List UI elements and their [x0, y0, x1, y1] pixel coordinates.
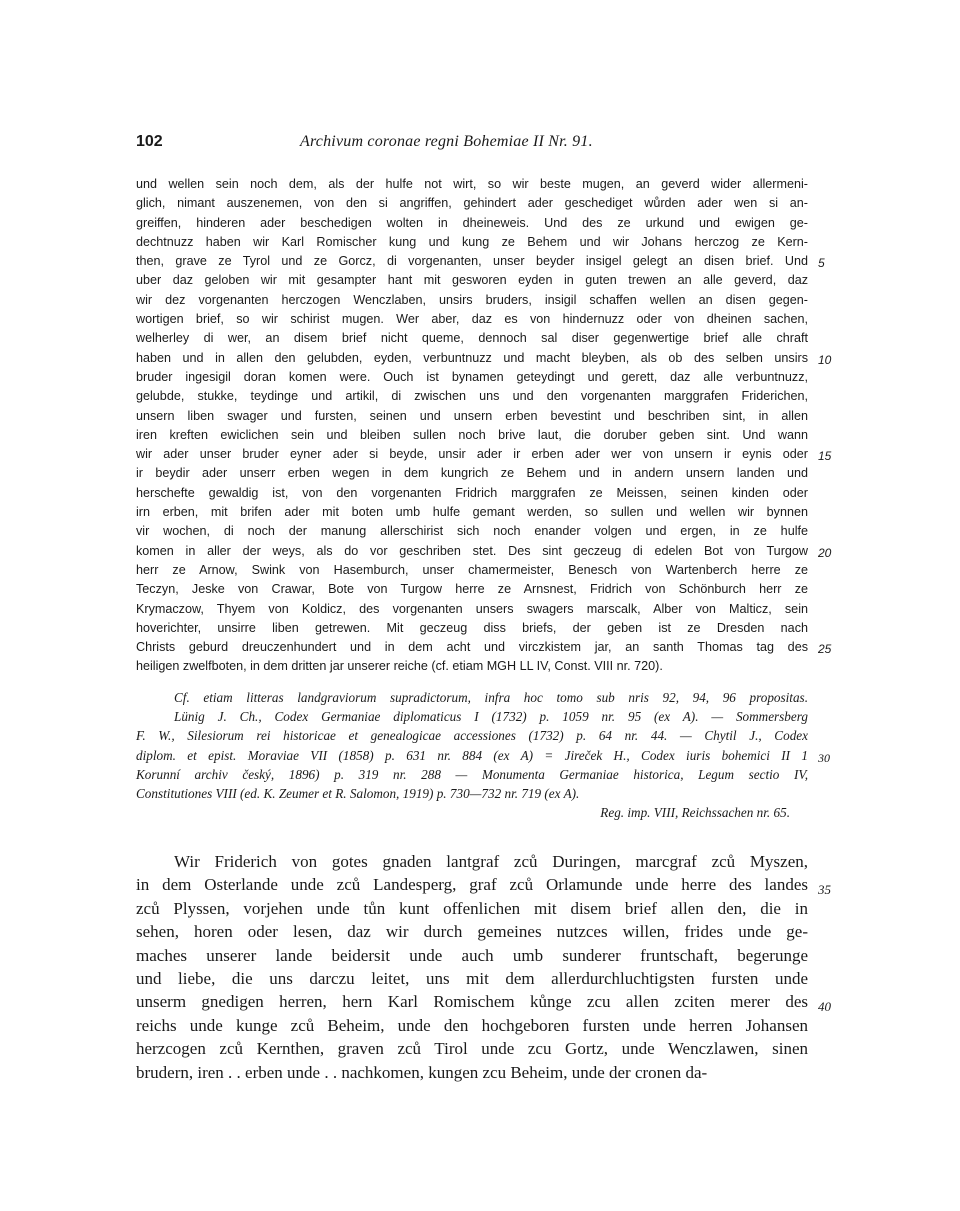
running-title: Archivum coronae regni Bohemiae II Nr. 91. — [300, 133, 593, 150]
text-line — [136, 542, 832, 561]
line-text: und liebe, die uns darczu leitet, uns mit dem allerdurchluchtigsten fursten unde — [136, 969, 808, 989]
line-text: uber daz geloben wir mit gesampter hant mit gesworen eyden in guten trewen an alle geverd, daz — [136, 273, 808, 288]
line-text: Wir Friderich von gotes gnaden lantgraf zců Duringen, marcgraf zců Myszen, — [174, 852, 808, 871]
line-text: Christs geburd dreuczenhundert und in dem acht und virczkistem jar, an santh Thomas tag des — [136, 640, 808, 655]
text-line — [136, 503, 808, 522]
line-text: wortigen brief, so wir schirist mugen. Wer aber, daz es von hindernuzz oder von dheinen sachen, — [136, 312, 808, 327]
text-line — [136, 746, 830, 765]
line-text: Lünig J. Ch., Codex Germaniae diplomaticus I (1732) p. 1059 nr. 95 (ex A). — Sommersberg — [174, 709, 808, 725]
charter-text-block — [136, 175, 832, 677]
line-text: irn erben, mit brifen ader mit boten umb hulfe gemant werden, so sullen und wellen wir bynnen — [136, 505, 808, 520]
line-text: Korunní archiv český, 1896) p. 319 nr. 288 — Monumenta Germaniae historica, Legum sectio IV, — [136, 766, 808, 782]
text-line — [136, 765, 808, 784]
line-text: komen in aller der weys, als do vor geschriben stet. Des sint geczeug di edelen Bot von Turgow — [136, 543, 808, 558]
line-text: then, grave ze Tyrol und ze Gorcz, di vorgenanten, unser beyder insigel gelegt an disen brief. Und — [136, 254, 808, 269]
line-text: Teczyn, Jeske von Crawar, Bote von Turgow herre ze Arnsnest, Fridrich von Schönburch herr ze — [136, 582, 808, 597]
line-number-marker: 35 — [818, 882, 831, 898]
text-line — [136, 1037, 808, 1060]
text-line — [136, 310, 808, 329]
line-text: gelubde, stukke, teydinge und artikil, di zwischen uns und den vorgenanten marggrafen Friderichen, — [136, 389, 808, 404]
line-text: herr ze Arnow, Swink von Hasemburch, unser chamermeister, Benesch von Wartenberch herre ze — [136, 562, 808, 577]
text-line — [136, 580, 808, 599]
line-text: hoverichter, unsirre liben getrewen. Mit geczeug diss briefs, der geben ist ze Dresden nach — [136, 620, 808, 635]
text-line — [136, 897, 808, 920]
page-header — [136, 133, 808, 157]
line-text: ir beydir ader unserr erben wegen in dem kungrich ze Behem und in andern unsern landen und — [136, 466, 808, 481]
text-line — [136, 561, 808, 580]
line-text: F. W., Silesiorum rei historicae et genealogicae accessiones (1732) p. 64 nr. 44. — Chytil J., Codex — [136, 728, 808, 744]
line-text: vir wochen, di noch der manung allerschirist sich noch enander volgen und ergen, in ze hulfe — [136, 524, 808, 539]
text-line — [136, 349, 832, 368]
line-text: glich, nimant auszenemen, von den si angriffen, gehindert ader geschediget wůrden ader wen si an- — [136, 196, 808, 211]
text-line — [136, 784, 808, 803]
text-line — [136, 1014, 808, 1037]
text-line — [136, 944, 808, 967]
line-text: maches unserer lande beidersit unde auch umb sunderer fruntschaft, begerunge — [136, 945, 808, 965]
line-text: Krymaczow, Thyem von Koldicz, des vorgenanten unsers swagers marscalk, Alber von Malticz, sein — [136, 601, 808, 616]
text-line — [136, 484, 808, 503]
line-number-marker: 15 — [818, 449, 832, 464]
text-line — [136, 688, 808, 707]
text-line — [136, 387, 808, 406]
line-text: Reg. imp. VIII, Reichssachen nr. 65. — [600, 805, 790, 821]
text-line — [136, 407, 808, 426]
text-line — [136, 600, 808, 619]
line-text: unsern liben swager und fursten, seinen und unsern erben bevestint und beschriben sint, in allen — [136, 408, 808, 423]
text-line — [136, 967, 808, 990]
line-text: wir dez vorgenanten herczogen Wenczlaben, unsirs bruders, insigil schaffen wellen an disen gegen- — [136, 292, 808, 307]
text-line — [136, 990, 831, 1015]
text-line — [136, 619, 808, 638]
line-text: heiligen zwelfboten, in dem dritten jar unserer reiche (cf. etiam MGH LL IV, Const. VIII nr. 720). — [136, 659, 663, 674]
line-text: dechtnuzz haben wir Karl Romischer kung und kung ze Behem und wir Johans herczog ze Kern- — [136, 234, 808, 249]
line-text: und wellen sein noch dem, als der hulfe not wirt, so wir beste mugen, an geverd wider allermeni- — [136, 177, 808, 191]
text-line — [136, 873, 831, 898]
text-line — [136, 522, 808, 541]
text-line — [136, 194, 808, 213]
line-number-marker: 40 — [818, 999, 831, 1015]
text-line — [136, 329, 808, 348]
bibliographic-apparatus — [136, 688, 830, 822]
line-number-marker: 5 — [818, 256, 825, 271]
text-line — [136, 657, 808, 676]
line-text: zců Plyssen, vorjehen unde tůn kunt offenlichen mit disem brief allen den, die in — [136, 898, 808, 918]
line-text: sehen, horen oder lesen, daz wir durch gemeines nutzces willen, frides unde ge- — [136, 922, 808, 942]
line-text: diplom. et epist. Moraviae VII (1858) p. 631 nr. 884 (ex A) = Jireček H., Codex iuris bohemici II 1 — [136, 747, 808, 763]
line-text: iren kreften ewiclichen sein und bleiben sullen noch brive laut, die doruber geben sint. Und wann — [136, 427, 808, 442]
text-line — [136, 271, 808, 290]
line-text: wir ader unser bruder eyner ader si beyde, unsir ader ir erben ader wer von unsern ir eynis oder — [136, 447, 808, 462]
text-line — [136, 252, 825, 271]
text-line — [136, 850, 808, 873]
line-text: Constitutiones VIII (ed. K. Zeumer et R. Salomon, 1919) p. 730—732 nr. 719 (ex A). — [136, 786, 580, 802]
line-text: herzcogen zců Kernthen, graven zců Tirol unde zcu Gortz, unde Wenczlawen, sinen — [136, 1039, 808, 1059]
page-number: 102 — [136, 133, 163, 150]
line-number-marker: 25 — [818, 642, 832, 657]
charter-text-block-next-document — [136, 850, 831, 1084]
line-number-marker: 30 — [818, 750, 830, 765]
text-line — [136, 368, 808, 387]
text-line — [136, 233, 808, 252]
line-text: greiffen, hinderen ader beschedigen wolten in dheineweis. Und des ze urkund und ewigen ge- — [136, 215, 808, 230]
text-line — [136, 445, 832, 464]
line-text: Cf. etiam litteras landgraviorum supradictorum, infra hoc tomo sub nris 92, 94, 96 propositas. — [174, 690, 808, 705]
text-line — [136, 214, 808, 233]
line-text: in dem Osterlande unde zců Landesperg, graf zců Orlamunde unde herre des landes — [136, 875, 808, 895]
text-line — [136, 464, 808, 483]
text-line — [136, 291, 808, 310]
line-text: reichs unde kunge zců Beheim, unde den hochgeboren fursten unde herren Johansen — [136, 1015, 808, 1035]
line-text: welherley di wer, an disem brief nicht queme, dennoch sal diser gegenwertige brief alle chraft — [136, 331, 808, 346]
line-text: brudern, iren . . erben unde . . nachkomen, kungen zcu Beheim, unde der cronen da- — [136, 1062, 708, 1082]
text-line — [136, 920, 808, 943]
line-number-marker: 20 — [818, 545, 832, 560]
text-line — [136, 707, 808, 726]
text-line — [136, 1061, 808, 1084]
line-text: bruder ingesigil doran komen were. Ouch ist bynamen geteydingt und gerett, daz alle verbuntnuzz, — [136, 369, 808, 384]
text-line — [136, 726, 808, 745]
text-line — [136, 638, 832, 657]
text-line — [136, 803, 808, 822]
line-text: unserm gnedigen herren, hern Karl Romischem kůnge zcu allen zciten merer des — [136, 992, 808, 1012]
text-line — [136, 175, 808, 194]
line-number-marker: 10 — [818, 352, 832, 367]
line-text: herschefte gewaldig ist, von den vorgenanten Fridrich marggrafen ze Meissen, seinen kinden oder — [136, 485, 808, 500]
text-line — [136, 426, 808, 445]
line-text: haben und in allen den gelubden, eyden, verbuntnuzz und macht bleyben, als ob des selben unsirs — [136, 350, 808, 365]
